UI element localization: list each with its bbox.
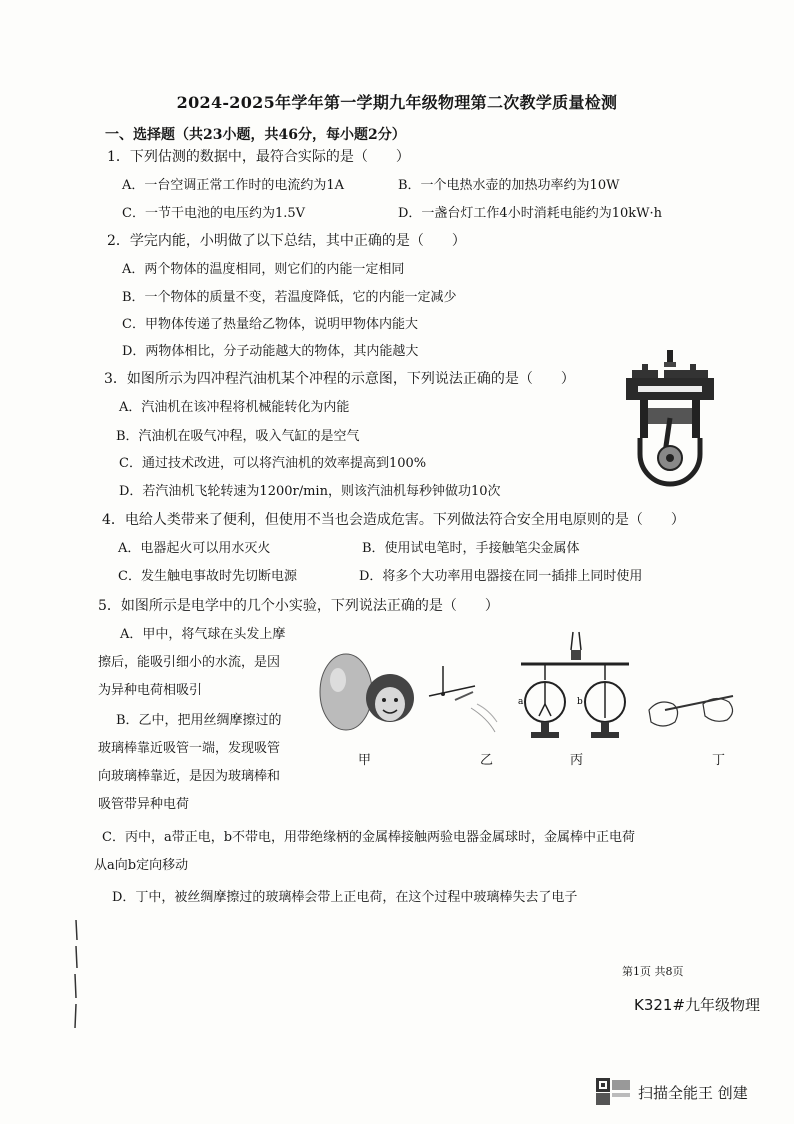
scan-edge-mark bbox=[72, 920, 80, 1030]
figure-yi-straw-rod bbox=[425, 660, 505, 740]
question-4-option-a: A．电器起火可以用水灭火 bbox=[118, 541, 271, 556]
figure-bing-label-a: a bbox=[518, 697, 524, 707]
question-1-stem: 1．下列估测的数据中，最符合实际的是（ ） bbox=[107, 149, 410, 165]
figure-label-jia: 甲 bbox=[358, 753, 372, 768]
question-1-option-d: D．一盏台灯工作4小时消耗电能约为10kW·h bbox=[398, 206, 662, 221]
page-title: 2024-2025年学年第一学期九年级物理第二次教学质量检测 bbox=[176, 93, 618, 112]
question-2-option-d: D．两物体相比，分子动能越大的物体，其内能越大 bbox=[122, 344, 419, 359]
figure-bing-label-b: b bbox=[577, 697, 583, 707]
question-5-stem: 5．如图所示是电学中的几个小实验，下列说法正确的是（ ） bbox=[98, 598, 499, 614]
question-4-option-c: C．发生触电事故时先切断电源 bbox=[118, 569, 297, 584]
question-4-option-b: B．使用试电笔时，手接触笔尖金属体 bbox=[362, 541, 580, 556]
question-5-option-b-line2: 玻璃棒靠近吸管一端，发现吸管 bbox=[98, 741, 281, 756]
section-heading: 一、选择题（共23小题，共46分，每小题2分） bbox=[105, 127, 406, 143]
question-1-option-c: C．一节干电池的电压约为1.5V bbox=[122, 206, 306, 221]
camscanner-label: 扫描全能王 创建 bbox=[638, 1084, 748, 1102]
question-3-option-b: B．汽油机在吸气冲程，吸入气缸的是空气 bbox=[116, 429, 360, 444]
figure-label-ding: 丁 bbox=[712, 753, 726, 768]
question-2-option-c: C．甲物体传递了热量给乙物体，说明甲物体内能大 bbox=[122, 317, 418, 332]
question-4-stem: 4．电给人类带来了便利，但使用不当也会造成危害。下列做法符合安全用电原则的是（ ） bbox=[102, 512, 685, 528]
question-1-option-b: B．一个电热水壶的加热功率约为10W bbox=[398, 178, 620, 193]
question-1-option-a: A．一台空调正常工作时的电流约为1A bbox=[122, 178, 345, 193]
figure-bing-electroscopes bbox=[515, 630, 635, 745]
question-3-option-c: C．通过技术改进，可以将汽油机的效率提高到100% bbox=[119, 456, 427, 471]
question-5-option-b-line3: 向玻璃棒靠近，是因为玻璃棒和 bbox=[98, 769, 281, 784]
question-5-option-b-line4: 吸管带异种电荷 bbox=[98, 797, 190, 812]
question-2-option-b: B．一个物体的质量不变，若温度降低，它的内能一定减少 bbox=[122, 290, 457, 305]
question-2-stem: 2．学完内能，小明做了以下总结，其中正确的是（ ） bbox=[107, 233, 466, 249]
engine-diagram bbox=[624, 348, 716, 488]
exam-code: K321#九年级物理 bbox=[634, 996, 761, 1014]
question-5-option-a-line1: A．甲中，将气球在头发上摩 bbox=[120, 627, 286, 642]
question-2-option-a: A．两个物体的温度相同，则它们的内能一定相同 bbox=[122, 262, 405, 277]
question-3-stem: 3．如图所示为四冲程汽油机某个冲程的示意图，下列说法正确的是（ ） bbox=[104, 371, 575, 387]
question-3-option-a: A．汽油机在该冲程将机械能转化为内能 bbox=[119, 400, 350, 415]
camscanner-logo-icon bbox=[596, 1078, 632, 1106]
question-4-option-d: D．将多个大功率用电器接在同一插排上同时使用 bbox=[359, 569, 643, 584]
question-3-option-d: D．若汽油机飞轮转速为1200r/min，则该汽油机每秒钟做功10次 bbox=[119, 484, 501, 499]
page-number: 第1页 共8页 bbox=[622, 965, 684, 978]
question-5-option-d: D．丁中，被丝绸摩擦过的玻璃棒会带上正电荷，在这个过程中玻璃棒失去了电子 bbox=[112, 890, 578, 905]
question-5-option-c-line2: 从a向b定向移动 bbox=[94, 858, 189, 873]
question-5-option-a-line2: 擦后，能吸引细小的水流，是因 bbox=[98, 655, 281, 670]
figure-label-yi: 乙 bbox=[480, 753, 494, 768]
question-5-option-b-line1: B．乙中，把用丝绸摩擦过的 bbox=[116, 713, 282, 728]
figure-jia-balloon-hair bbox=[318, 650, 418, 745]
question-5-option-a-line3: 为异种电荷相吸引 bbox=[98, 683, 203, 698]
figure-ding-rubbing-rod bbox=[645, 680, 745, 740]
figure-label-bing: 丙 bbox=[570, 753, 584, 768]
question-5-option-c-line1: C．丙中，a带正电，b不带电，用带绝缘柄的金属棒接触两验电器金属球时，金属棒中正电荷 bbox=[102, 830, 636, 845]
